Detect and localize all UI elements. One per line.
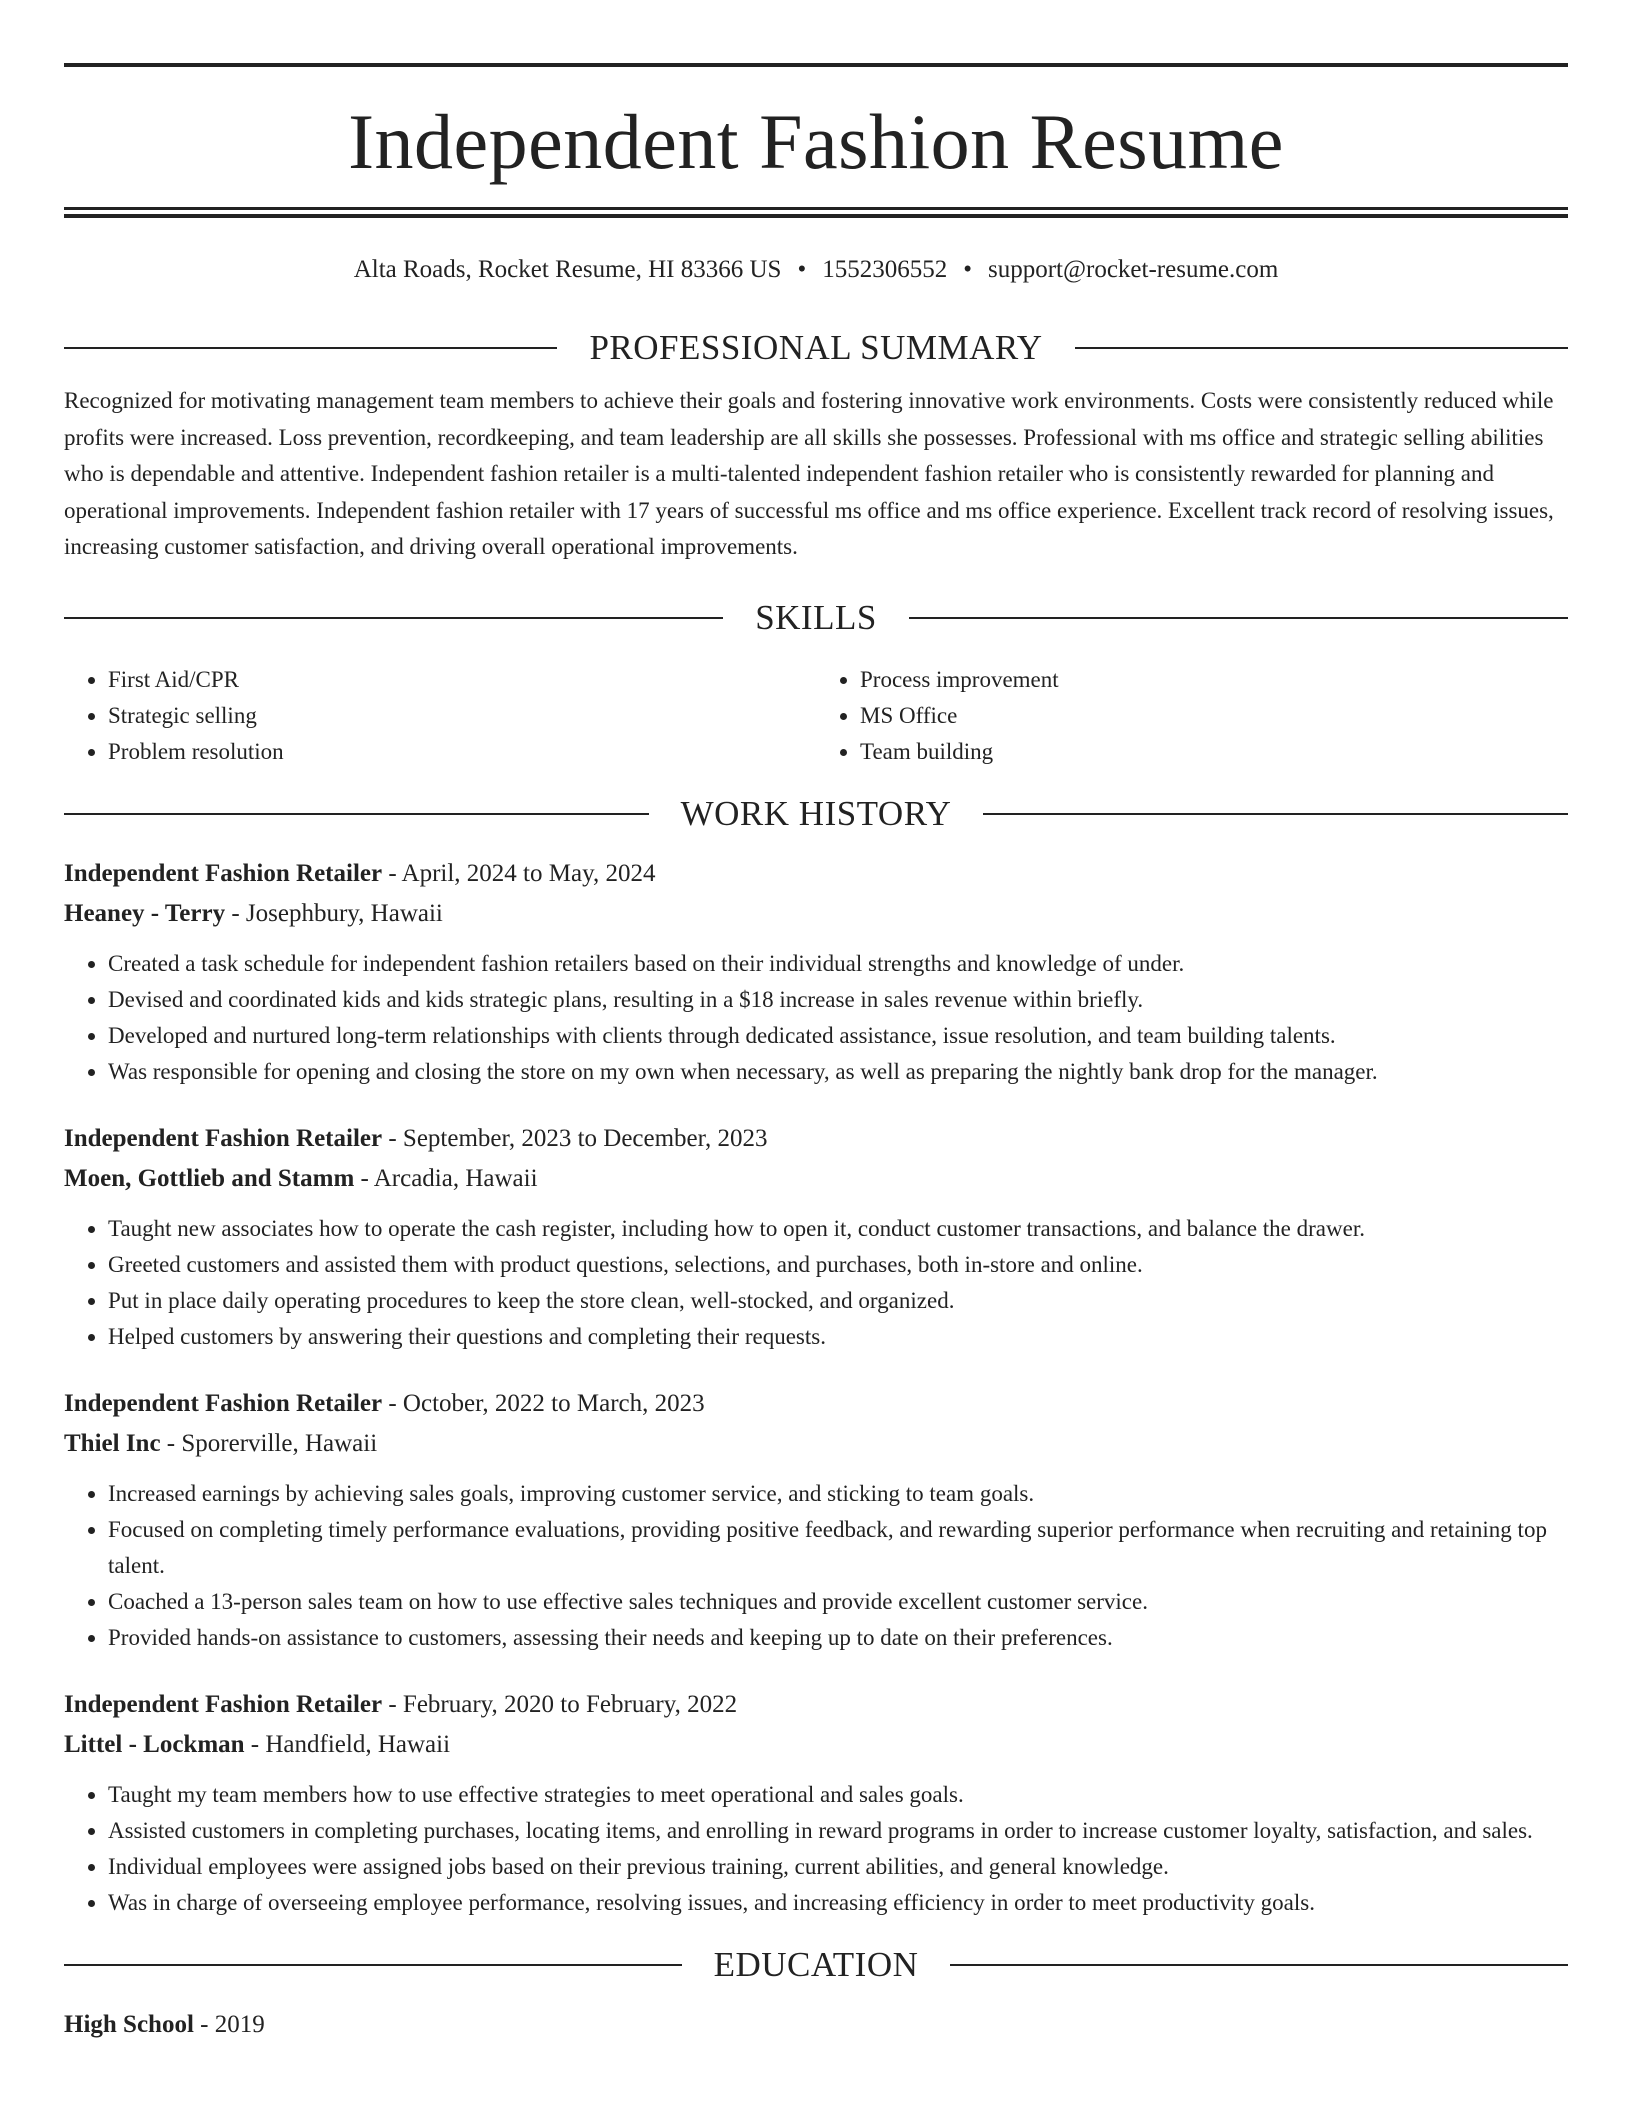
job-bullet: • Created a task schedule for independent fashion retailers based on their individual strengths and knowledge of under. [108,946,1568,982]
job-title-line [64,854,1568,894]
section-title: WORK HISTORY [680,793,952,833]
job-entry [64,1685,1568,1921]
page-title: Independent Fashion Resume [348,98,1284,185]
job-bullet: • Helped customers by answering their questions and completing their requests. [108,1319,1568,1355]
job-title-line [64,1384,1568,1424]
contact-line [64,254,1568,286]
job-bullet: • Developed and nurtured long-term relationships with clients through dedicated assistance, issue resolution, and team building talents. [108,1018,1568,1054]
job-company-line [64,1424,1568,1464]
job-bullet: • Provided hands-on assistance to customers, assessing their needs and keeping up to date on their preferences. [108,1620,1568,1656]
contact-separator: • [963,256,972,283]
skill-item: • MS Office [860,698,1568,734]
job-bullet: • Devised and coordinated kids and kids strategic plans, resulting in a $18 increase in sales revenue within briefly. [108,982,1568,1018]
job-bullet: • Was responsible for opening and closing the store on my own when necessary, as well as preparing the nightly bank drop for the manager. [108,1054,1568,1090]
job-title: Independent Fashion Retailer [64,1389,383,1417]
resume-page [64,0,1568,2045]
skill-item: • Strategic selling [108,698,816,734]
divider [1075,347,1568,349]
job-bullet: • Taught my team members how to use effective strategies to meet operational and sales goals. [108,1777,1568,1813]
section-title: EDUCATION [713,1944,919,1984]
job-company: Thiel Inc [64,1429,161,1457]
skills-column-right [816,662,1568,770]
job-bullets [64,1777,1568,1921]
job-bullet: • Taught new associates how to operate the cash register, including how to open it, conduct customer transactions, and balance the drawer. [108,1211,1568,1247]
job-company: Littel - Lockman [64,1730,245,1758]
contact-phone: 1552306552 [822,256,948,283]
job-title: Independent Fashion Retailer [64,1124,383,1152]
work-section-header [64,794,1568,834]
job-bullet: • Focused on completing timely performance evaluations, providing positive feedback, and rewarding superior performance when recruiting and retaining top talent. [108,1512,1568,1584]
job-location: - Arcadia, Hawaii [354,1164,538,1192]
job-company-line [64,1159,1568,1199]
education-entry [64,2005,1568,2045]
skill-item: • Process improvement [860,662,1568,698]
divider [950,1964,1568,1966]
job-bullet: • Coached a 13-person sales team on how to use effective sales techniques and provide excellent customer service. [108,1584,1568,1620]
skills-list [64,662,1568,770]
job-company-line [64,894,1568,934]
job-bullet: • Greeted customers and assisted them with product questions, selections, and purchases, both in-store and online. [108,1247,1568,1283]
section-title: PROFESSIONAL SUMMARY [589,328,1043,367]
section-title: SKILLS [755,597,877,637]
job-title-line [64,1119,1568,1159]
job-entry [64,854,1568,1090]
education-year: - 2019 [193,2010,265,2038]
job-location: - Handfield, Hawaii [244,1730,451,1758]
job-bullets [64,946,1568,1090]
job-title-line [64,1685,1568,1725]
divider [64,1964,682,1966]
divider [983,813,1568,815]
contact-email: support@rocket-resume.com [987,256,1279,283]
divider [64,813,649,815]
job-dates: - February, 2020 to February, 2022 [382,1690,738,1718]
summary-section-header [64,328,1568,368]
divider [64,347,557,349]
contact-separator: • [797,256,807,283]
skills-column-left [64,662,816,770]
job-title: Independent Fashion Retailer [64,859,383,887]
job-bullet: • Was in charge of overseeing employee performance, resolving issues, and increasing efficiency in order to meet productivity goals. [108,1885,1568,1921]
job-company: Heaney - Terry [64,899,226,927]
job-bullet: • Individual employees were assigned jobs based on their previous training, current abilities, and general knowledge. [108,1849,1568,1885]
job-dates: - October, 2022 to March, 2023 [382,1389,705,1417]
job-bullet: • Increased earnings by achieving sales goals, improving customer service, and sticking to team goals. [108,1476,1568,1512]
job-dates: - September, 2023 to December, 2023 [382,1124,768,1152]
job-title: Independent Fashion Retailer [64,1690,383,1718]
education-section-header [64,1945,1568,1985]
skills-section-header [64,598,1568,638]
summary-text: Recognized for motivating management team members to achieve their goals and fostering innovative work environments. Costs were consistently reduced while profits were increased. Loss prevention, recordkeeping, and team leadership are all skills she possesses. Professional with ms office and strategic selling abilities who is dependable and attentive. Independent fashion retailer is a multi-talented independent fashion retailer who is consistently rewarded for planning and operational improvements. Independent fashion retailer with 17 years of successful ms office and ms office experience. Excellent track record of resolving issues, increasing customer satisfaction, and driving overall operational improvements. [64,388,1554,559]
contact-address: Alta Roads, Rocket Resume, HI 83366 US [353,256,782,283]
job-dates: - April, 2024 to May, 2024 [382,859,656,887]
title-double-rule [64,207,1568,218]
divider [909,617,1568,619]
job-bullet: • Put in place daily operating procedures to keep the store clean, well-stocked, and organized. [108,1283,1568,1319]
job-company-line [64,1725,1568,1765]
job-company: Moen, Gottlieb and Stamm [64,1164,355,1192]
job-bullets [64,1476,1568,1656]
divider [64,617,723,619]
job-location: - Sporerville, Hawaii [160,1429,378,1457]
job-bullet: • Assisted customers in completing purchases, locating items, and enrolling in reward programs in order to increase customer loyalty, satisfaction, and sales. [108,1813,1568,1849]
skill-item: • Team building [860,734,1568,770]
job-entry [64,1119,1568,1355]
job-location: - Josephbury, Hawaii [225,899,443,927]
education-degree: High School [64,2010,194,2038]
job-entry [64,1384,1568,1656]
skill-item: • First Aid/CPR [108,662,816,698]
skill-item: • Problem resolution [108,734,816,770]
job-bullets [64,1211,1568,1355]
